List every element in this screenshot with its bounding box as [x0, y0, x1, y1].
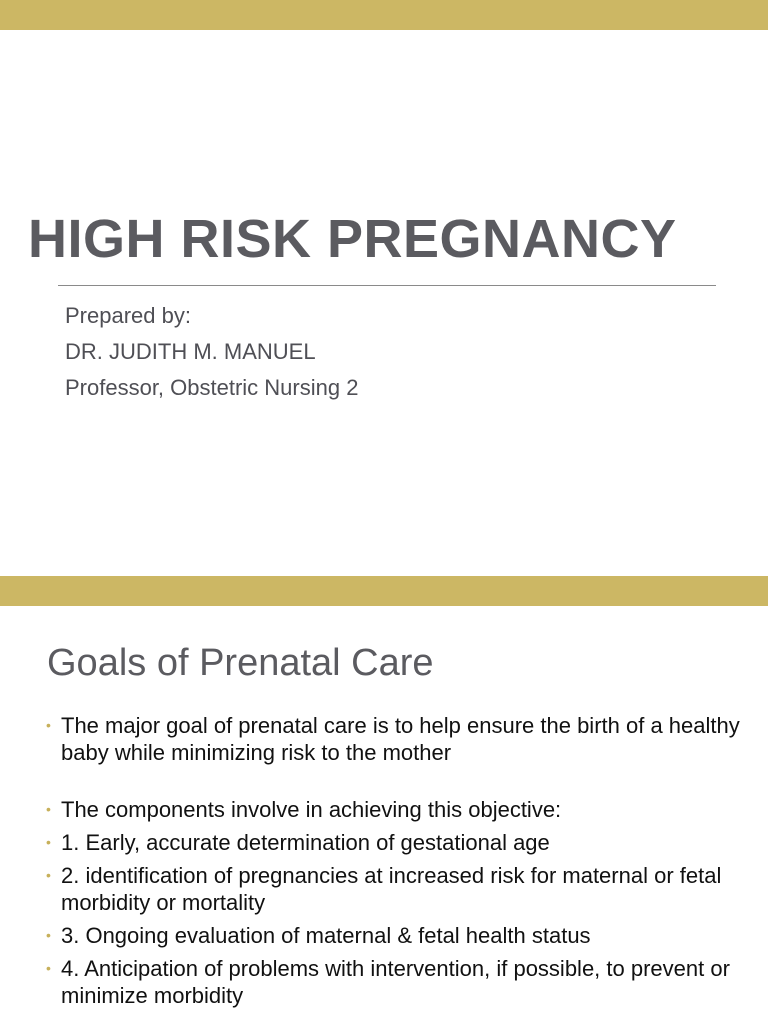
slide1-top-accent-band	[0, 0, 768, 30]
bullet-marker-icon: •	[46, 960, 51, 976]
bullet-marker-icon: •	[46, 801, 51, 817]
bullet-marker-icon: •	[46, 717, 51, 733]
slide1-title: HIGH RISK PREGNANCY	[28, 209, 677, 269]
slide2-title: Goals of Prenatal Care	[47, 642, 434, 684]
bullet-item: • The major goal of prenatal care is to help ensure the birth of a healthy baby while minimizing risk to the mother	[46, 713, 740, 765]
bullet-item: • 2. identification of pregnancies at increased risk for maternal or fetal morbidity or mortality	[46, 863, 722, 915]
slide2-top-accent-band	[0, 576, 768, 606]
subtitle-line-position: Professor, Obstetric Nursing 2	[65, 375, 359, 400]
bullet-marker-icon: •	[46, 834, 51, 850]
bullet-marker-icon: •	[46, 867, 51, 883]
subtitle-line-author: DR. JUDITH M. MANUEL	[65, 339, 316, 364]
subtitle-line-prepared-by: Prepared by:	[65, 303, 191, 328]
bullet-item: • 4. Anticipation of problems with intervention, if possible, to prevent or minimize morbidity	[46, 956, 730, 1008]
title-divider	[58, 285, 716, 286]
bullet-marker-icon: •	[46, 927, 51, 943]
bullet-item: • The components involve in achieving this objective:	[46, 797, 562, 822]
bullet-item: • 3. Ongoing evaluation of maternal & fetal health status	[46, 923, 591, 948]
slide2-bullet-list	[45, 712, 750, 1015]
slide1-subtitle	[65, 298, 358, 406]
bullet-item: • 1. Early, accurate determination of gestational age	[46, 830, 550, 855]
